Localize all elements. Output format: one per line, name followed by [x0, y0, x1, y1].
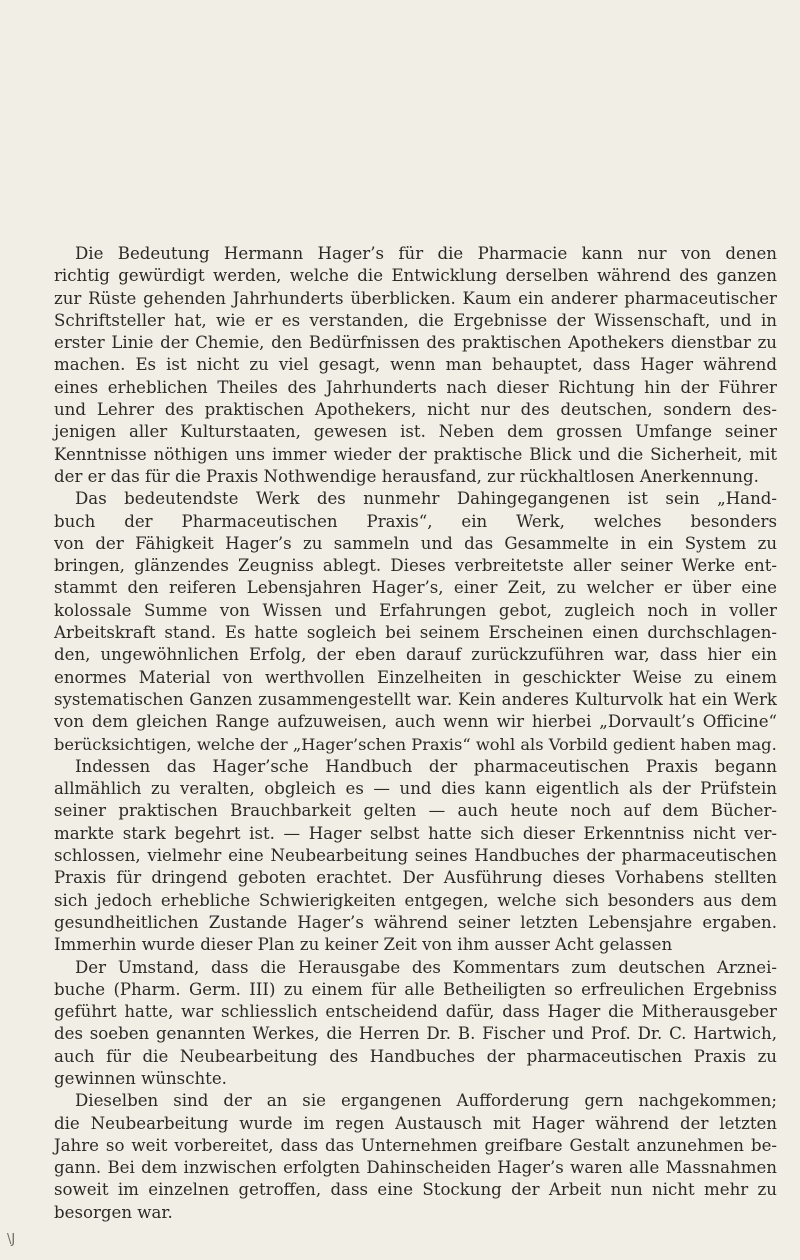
text-line: bringen, glänzendes Zeugniss ablegt. Dieses verbreitetste aller seiner Werke ent-	[54, 556, 777, 576]
text-line: Immerhin wurde dieser Plan zu keiner Zeit von ihm ausser Acht gelassen	[54, 935, 673, 955]
text-line: Arbeitskraft stand. Es hatte sogleich bei seinem Erscheinen einen durchschlagen-	[54, 623, 777, 643]
margin-mark: \J	[7, 1232, 16, 1247]
text-line: eines erheblichen Theiles des Jahrhunderts nach dieser Richtung hin der Führer	[54, 377, 777, 397]
text-line: Kenntnisse nöthigen uns immer wieder der praktische Blick und die Sicherheit, mit	[54, 444, 777, 464]
text-line: buche (Pharm. Germ. III) zu einem für alle Betheiligten so erfreulichen Ergebniss	[54, 979, 777, 999]
text-line: Dieselben sind der an sie ergangenen Aufforderung gern nachgekommen;	[75, 1091, 777, 1111]
text-line: Schriftsteller hat, wie er es verstanden, die Ergebnisse der Wissenschaft, und in	[54, 310, 777, 330]
text-line: Das bedeutendste Werk des nunmehr Dahingegangenen ist sein „Hand-	[75, 489, 777, 509]
text-line: Indessen das Hager’sche Handbuch der pharmaceutischen Praxis begann	[75, 756, 777, 776]
text-line: richtig gewürdigt werden, welche die Entwicklung derselben während des ganzen	[54, 266, 777, 286]
text-line: auch für die Neubearbeitung des Handbuches der pharmaceutischen Praxis zu	[54, 1046, 777, 1066]
text-line: seiner praktischen Brauchbarkeit gelten — auch heute noch auf dem Bücher-	[54, 801, 777, 821]
text-line: buch der Pharmaceutischen Praxis“, ein Werk, welches besonders	[54, 511, 777, 531]
text-line: und Lehrer des praktischen Apothekers, nicht nur des deutschen, sondern des-	[54, 400, 777, 420]
text-line: Praxis für dringend geboten erachtet. Der Ausführung dieses Vorhabens stellten	[54, 868, 777, 888]
text-line: kolossale Summe von Wissen und Erfahrungen gebot, zugleich noch in voller	[54, 600, 777, 620]
text-line: erster Linie der Chemie, den Bedürfnissen des praktischen Apothekers dienstbar zu	[54, 333, 777, 353]
text-line: gann. Bei dem inzwischen erfolgten Dahinscheiden Hager’s waren alle Massnahmen	[54, 1158, 777, 1178]
text-line: sich jedoch erhebliche Schwierigkeiten entgegen, welche sich besonders aus dem	[54, 890, 777, 910]
text-line: Die Bedeutung Hermann Hager’s für die Pharmacie kann nur von denen	[75, 244, 777, 263]
text-line: der er das für die Praxis Nothwendige herausfand, zur rückhaltlosen Anerkennung.	[54, 466, 759, 486]
text-line: allmählich zu veralten, obgleich es — und dies kann eigentlich als der Prüfstein	[54, 779, 777, 799]
text-line: markte stark begehrt ist. — Hager selbst hatte sich dieser Erkenntniss nicht ver-	[54, 823, 777, 843]
text-line: von dem gleichen Range aufzuweisen, auch wenn wir hierbei „Dorvault’s Officine“	[54, 712, 777, 732]
text-line: von der Fähigkeit Hager’s zu sammeln und das Gesammelte in ein System zu	[54, 533, 777, 553]
text-line: jenigen aller Kulturstaaten, gewesen ist. Neben dem grossen Umfange seiner	[54, 422, 777, 442]
text-line: die Neubearbeitung wurde im regen Austausch mit Hager während der letzten	[54, 1113, 777, 1133]
text-line: Der Umstand, dass die Herausgabe des Kommentars zum deutschen Arznei-	[75, 957, 777, 977]
text-line: soweit im einzelnen getroffen, dass eine Stockung der Arbeit nun nicht mehr zu	[54, 1180, 777, 1200]
text-line: systematischen Ganzen zusammengestellt war. Kein anderes Kulturvolk hat ein Werk	[54, 689, 777, 709]
body-text	[54, 243, 777, 1224]
text-line: gewinnen wünschte.	[54, 1068, 227, 1088]
text-line: machen. Es ist nicht zu viel gesagt, wenn man behauptet, dass Hager während	[54, 355, 777, 375]
text-line: gesundheitlichen Zustande Hager’s während seiner letzten Lebensjahre ergaben.	[54, 912, 777, 932]
text-line: besorgen war.	[54, 1202, 173, 1222]
text-line: berücksichtigen, welche der „Hager’schen Praxis“ wohl als Vorbild gedient haben mag.	[54, 734, 777, 754]
text-line: Jahre so weit vorbereitet, dass das Unternehmen greifbare Gestalt anzunehmen be-	[54, 1135, 777, 1155]
text-line: den, ungewöhnlichen Erfolg, der eben darauf zurückzuführen war, dass hier ein	[54, 645, 777, 665]
text-line: enormes Material von werthvollen Einzelheiten in geschickter Weise zu einem	[54, 667, 777, 687]
text-line: des soeben genannten Werkes, die Herren Dr. B. Fischer und Prof. Dr. C. Hartwich,	[54, 1024, 777, 1044]
text-line: zur Rüste gehenden Jahrhunderts überblicken. Kaum ein anderer pharmaceutischer	[54, 288, 777, 308]
text-line: geführt hatte, war schliesslich entscheidend dafür, dass Hager die Mitherausgeber	[54, 1002, 777, 1022]
text-line: stammt den reiferen Lebensjahren Hager’s, einer Zeit, zu welcher er über eine	[54, 578, 777, 598]
text-line: schlossen, vielmehr eine Neubearbeitung seines Handbuches der pharmaceutischen	[54, 846, 777, 866]
